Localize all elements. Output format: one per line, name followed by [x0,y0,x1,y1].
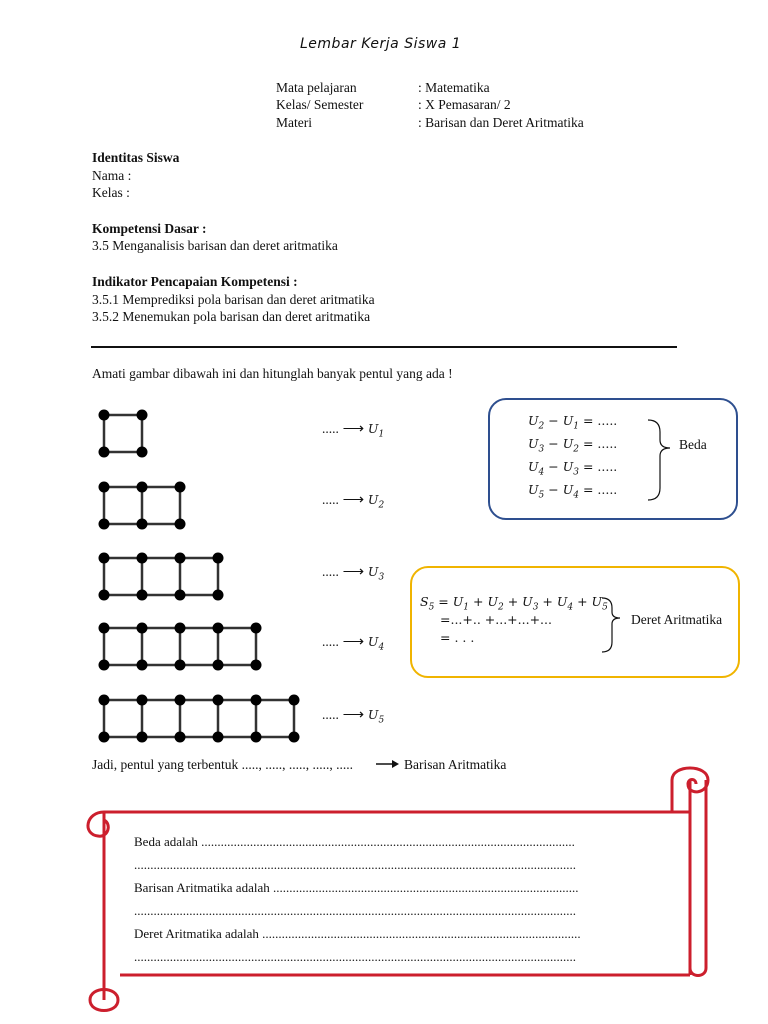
kd-item: 3.5 Menganalisis barisan dan deret aritmatika [92,238,338,253]
pin-dot [99,695,110,706]
pin-dot [251,732,262,743]
pin-dot [213,590,224,601]
pin-pattern-2 [99,482,186,530]
pin-dot [137,519,148,530]
pattern-label-4: ..... ⟶ $U_4$ [322,634,385,653]
scroll-line-blank-3: ........................................................................................................................................ [134,949,576,964]
conclusion-text: Jadi, pentul yang terbentuk ....., ....., ....., ....., ..... [92,757,353,772]
pin-dot [99,623,110,634]
pin-dot [99,590,110,601]
pattern-label-1: ..... ⟶ $U_1$ [322,421,385,440]
pin-dot [251,695,262,706]
pin-dot [251,660,262,671]
pattern-label-5: ..... ⟶ $U_5$ [322,707,385,726]
pin-dot [99,482,110,493]
pin-dot [137,623,148,634]
meta-row-class: Kelas/ Semester : X Pemasaran/ 2 [276,97,511,112]
pin-dot [99,447,110,458]
pin-dot [213,660,224,671]
scroll-line-deret: Deret Aritmatika adalah .................................................................................................. [134,926,581,941]
pin-dot [213,732,224,743]
worksheet-title: Lembar Kerja Siswa 1 [300,36,462,52]
pin-dot [251,623,262,634]
deret-label: Deret Aritmatika [631,612,723,627]
pin-dot [213,695,224,706]
pin-dot [137,590,148,601]
pattern-label-2: ..... ⟶ $U_2$ [322,492,385,511]
pin-pattern-3 [99,553,224,601]
pin-pattern-1 [99,410,148,458]
kd-heading: Kompetensi Dasar : [92,221,207,236]
meta-row-material: Materi : Barisan dan Deret Aritmatika [276,115,584,130]
pin-dot [175,660,186,671]
pin-dot [175,553,186,564]
pin-dot [175,482,186,493]
pin-dot [137,695,148,706]
beda-row-4: $U_5 - U_4$ = ..... [528,482,618,501]
pin-dot [289,695,300,706]
name-field: Nama : [92,168,132,183]
pin-dot [175,590,186,601]
pin-dot [99,660,110,671]
ipk-item-2: 3.5.2 Menemukan pola barisan dan deret aritmatika [92,309,371,324]
pin-dot [175,519,186,530]
pin-dot [137,482,148,493]
pin-dot [175,732,186,743]
beda-row-3: $U_4 - U_3$ = ..... [528,459,618,478]
pin-patterns [99,410,300,743]
pin-dot [99,519,110,530]
pattern-label-3: ..... ⟶ $U_3$ [322,564,385,583]
pin-dot [175,623,186,634]
pin-dot [213,553,224,564]
pin-dot [137,553,148,564]
pin-dot [213,623,224,634]
pin-dot [137,660,148,671]
scroll-line-blank-1: ........................................................................................................................................ [134,857,576,872]
deret-line-2: =...+.. +...+...+... [440,612,552,627]
pin-pattern-5 [99,695,300,743]
deret-line-1: $S_5 = U_1 + U_2 + U_3 + U_4 + U_5$ [420,594,608,613]
identity-heading: Identitas Siswa [92,150,180,165]
beda-label: Beda [679,437,707,452]
separator-line [91,346,677,348]
beda-row-2: $U_3 - U_2$ = ..... [528,436,618,455]
beda-row-1: $U_2 - U_1$ = ..... [528,413,618,432]
pin-dot [99,732,110,743]
scroll-line-blank-2: ........................................................................................................................................ [134,903,576,918]
pin-dot [137,410,148,421]
arrow-icons [376,760,399,768]
pin-dot [175,695,186,706]
scroll-line-barisan: Barisan Aritmatika adalah .............................................................................................. [134,880,579,895]
deret-line-3: = . . . [440,630,475,645]
conclusion-result: Barisan Aritmatika [404,757,507,772]
meta-row-subject: Mata pelajaran : Matematika [276,80,490,95]
pin-dot [137,447,148,458]
arrow-icon-conclusion [376,760,399,768]
pin-dot [137,732,148,743]
instruction-text: Amati gambar dibawah ini dan hitunglah banyak pentul yang ada ! [92,366,453,381]
scroll-line-beda: Beda adalah ................................................................................................................... [134,834,575,849]
ipk-heading: Indikator Pencapaian Kompetensi : [92,274,298,289]
pin-pattern-4 [99,623,262,671]
pin-dot [289,732,300,743]
class-field: Kelas : [92,185,130,200]
ipk-item-1: 3.5.1 Memprediksi pola barisan dan deret aritmatika [92,292,375,307]
pin-dot [99,553,110,564]
pin-dot [99,410,110,421]
